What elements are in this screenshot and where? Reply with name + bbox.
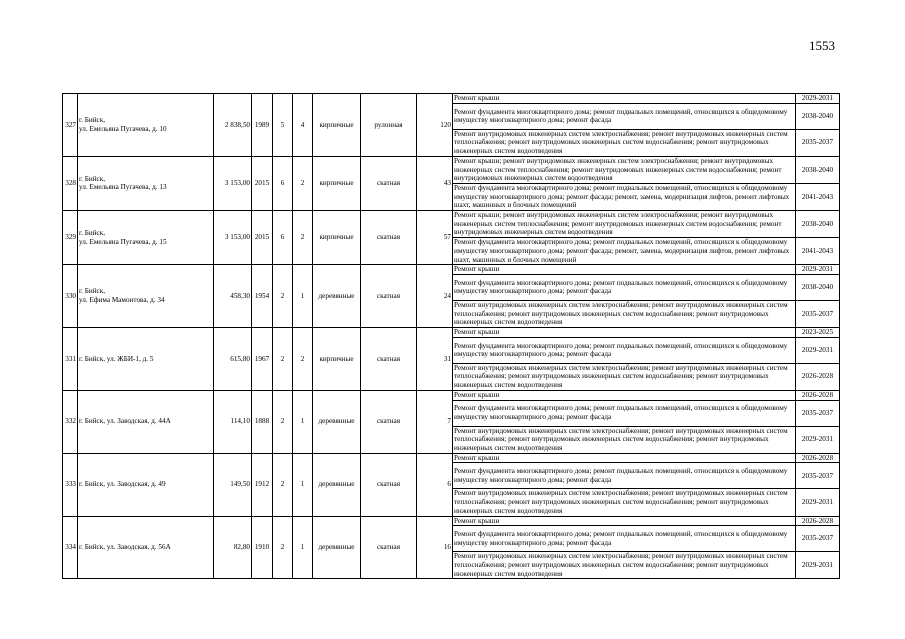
record-area: 149,50	[214, 453, 252, 516]
record-residents: 120	[417, 94, 453, 157]
work-period: 2029-2031	[796, 337, 840, 363]
record-wall-material: деревянные	[313, 265, 361, 328]
address-line: ул. Емельяна Пугачева, д. 13	[79, 183, 167, 192]
work-period: 2035-2037	[796, 526, 840, 552]
record-residents: 16	[417, 516, 453, 579]
record-address	[78, 94, 214, 157]
record-entrances: 2	[293, 211, 313, 265]
record-roof-type: скатная	[361, 211, 417, 265]
record-address	[78, 328, 214, 391]
table-row	[63, 390, 840, 400]
record-residents: 7	[417, 390, 453, 453]
record-year: 1954	[252, 265, 273, 328]
record-area: 2 838,50	[214, 94, 252, 157]
work-period: 2035-2037	[796, 129, 840, 156]
record-address	[78, 211, 214, 265]
work-period: 2026-2028	[796, 453, 840, 463]
address-line: ул. Емельяна Пугачева, д. 10	[79, 124, 167, 133]
record-residents: 57	[417, 211, 453, 265]
record-entrances: 1	[293, 516, 313, 579]
record-floors: 6	[273, 156, 293, 210]
page-number: 1553	[809, 38, 835, 53]
record-wall-material: кирпичные	[313, 211, 361, 265]
record-wall-material: кирпичные	[313, 328, 361, 391]
work-description: Ремонт фундамента многоквартирного дома; ремонт подвальных помещений, относящихся к общедомовому имуществу многоквартирного дома; ремонт фасада	[453, 400, 796, 426]
table-row	[63, 453, 840, 463]
record-entrances: 2	[293, 156, 313, 210]
record-address	[78, 390, 214, 453]
work-period: 2029-2031	[796, 94, 840, 104]
record-area: 114,10	[214, 390, 252, 453]
record-floors: 2	[273, 328, 293, 391]
address-line: г. Бийск, ул. Заводская, д. 44А	[79, 417, 171, 426]
work-description: Ремонт крыши	[453, 453, 796, 463]
record-address	[78, 453, 214, 516]
record-residents: 31	[417, 328, 453, 391]
record-wall-material: деревянные	[313, 516, 361, 579]
work-description: Ремонт крыши	[453, 265, 796, 275]
address-line: г. Бийск, ул. Заводская, д. 56А	[79, 543, 171, 552]
record-number: 329	[63, 211, 78, 265]
record-residents: 43	[417, 156, 453, 210]
record-address	[78, 265, 214, 328]
work-description: Ремонт фундамента многоквартирного дома; ремонт подвальных помещений, относящихся к общедомовому имуществу многоквартирного дома; ремонт фасада	[453, 526, 796, 552]
record-entrances: 2	[293, 328, 313, 391]
record-roof-type: скатная	[361, 265, 417, 328]
work-period: 2029-2031	[796, 426, 840, 453]
address-line: г. Бийск,	[79, 228, 106, 237]
record-floors: 2	[273, 265, 293, 328]
record-year: 1912	[252, 453, 273, 516]
address-line: г. Бийск,	[79, 287, 106, 296]
address-line: г. Бийск,	[79, 174, 106, 183]
work-description: Ремонт фундамента многоквартирного дома; ремонт подвальных помещений, относящихся к общедомовому имуществу многоквартирного дома; ремонт фасада	[453, 274, 796, 300]
record-area: 3 153,00	[214, 156, 252, 210]
work-description: Ремонт внутридомовых инженерных систем электроснабжения; ремонт внутридомовых инженерных систем теплоснабжения; ремонт внутридомовых инженерных систем водоснабжения; ремонт внутридомовых инженерных систем водоотведения	[453, 489, 796, 516]
work-description: Ремонт крыши	[453, 390, 796, 400]
record-number: 331	[63, 328, 78, 391]
register-body	[63, 94, 840, 579]
work-description: Ремонт крыши; ремонт внутридомовых инженерных систем электроснабжения; ремонт внутридомовых инженерных систем теплоснабжения; ремонт внутридомовых инженерных систем водоснабжения; ремонт внутридомовых инженерных систем водоотведения	[453, 156, 796, 183]
record-floors: 5	[273, 94, 293, 157]
work-period: 2035-2037	[796, 300, 840, 327]
work-period: 2041-2043	[796, 238, 840, 265]
table-row	[63, 328, 840, 338]
record-residents: 6	[417, 453, 453, 516]
work-description: Ремонт фундамента многоквартирного дома; ремонт подвальных помещений, относящихся к общедомовому имуществу многоквартирного дома; ремонт фасада; ремонт, замена, модернизация лифтов, ремонт лифтовых шахт, машинных и блочных помещений	[453, 238, 796, 265]
record-number: 334	[63, 516, 78, 579]
record-roof-type: скатная	[361, 156, 417, 210]
address-line: ул. Ефима Мамонтова, д. 34	[79, 296, 165, 305]
record-entrances: 1	[293, 265, 313, 328]
record-roof-type: скатная	[361, 516, 417, 579]
address-line: ул. Емельяна Пугачева, д. 15	[79, 237, 167, 246]
table-row	[63, 156, 840, 183]
record-floors: 2	[273, 453, 293, 516]
record-year: 1910	[252, 516, 273, 579]
record-number: 330	[63, 265, 78, 328]
work-description: Ремонт внутридомовых инженерных систем электроснабжения; ремонт внутридомовых инженерных систем теплоснабжения; ремонт внутридомовых инженерных систем водоснабжения; ремонт внутридомовых инженерных систем водоотведения	[453, 552, 796, 579]
record-number: 328	[63, 156, 78, 210]
work-period: 2026-2028	[796, 390, 840, 400]
record-entrances: 1	[293, 390, 313, 453]
record-entrances: 1	[293, 453, 313, 516]
record-area: 615,80	[214, 328, 252, 391]
work-description: Ремонт внутридомовых инженерных систем электроснабжения; ремонт внутридомовых инженерных систем теплоснабжения; ремонт внутридомовых инженерных систем водоснабжения; ремонт внутридомовых инженерных систем водоотведения	[453, 129, 796, 156]
work-description: Ремонт фундамента многоквартирного дома; ремонт подвальных помещений, относящихся к общедомовому имуществу многоквартирного дома; ремонт фасада	[453, 463, 796, 489]
record-floors: 2	[273, 390, 293, 453]
work-period: 2041-2043	[796, 183, 840, 210]
record-wall-material: кирпичные	[313, 94, 361, 157]
work-description: Ремонт внутридомовых инженерных систем электроснабжения; ремонт внутридомовых инженерных систем теплоснабжения; ремонт внутридомовых инженерных систем водоснабжения; ремонт внутридомовых инженерных систем водоотведения	[453, 300, 796, 327]
record-roof-type: рулонная	[361, 94, 417, 157]
record-number: 332	[63, 390, 78, 453]
record-area: 3 153,00	[214, 211, 252, 265]
record-year: 2015	[252, 211, 273, 265]
record-wall-material: деревянные	[313, 453, 361, 516]
table-row	[63, 94, 840, 104]
housing-register-table	[62, 93, 840, 579]
address-line: г. Бийск, ул. Заводская, д. 49	[79, 480, 166, 489]
record-year: 1989	[252, 94, 273, 157]
work-description: Ремонт внутридомовых инженерных систем электроснабжения; ремонт внутридомовых инженерных систем теплоснабжения; ремонт внутридомовых инженерных систем водоснабжения; ремонт внутридомовых инженерных систем водоотведения	[453, 363, 796, 390]
work-description: Ремонт крыши	[453, 328, 796, 338]
record-roof-type: скатная	[361, 390, 417, 453]
record-floors: 6	[273, 211, 293, 265]
record-address	[78, 516, 214, 579]
work-period: 2035-2037	[796, 463, 840, 489]
work-description: Ремонт крыши	[453, 516, 796, 526]
work-period: 2038-2040	[796, 211, 840, 238]
work-period: 2023-2025	[796, 328, 840, 338]
record-number: 333	[63, 453, 78, 516]
work-description: Ремонт внутридомовых инженерных систем электроснабжения; ремонт внутридомовых инженерных систем теплоснабжения; ремонт внутридомовых инженерных систем водоснабжения; ремонт внутридомовых инженерных систем водоотведения	[453, 426, 796, 453]
work-description: Ремонт крыши; ремонт внутридомовых инженерных систем электроснабжения; ремонт внутридомовых инженерных систем теплоснабжения; ремонт внутридомовых инженерных систем водоснабжения; ремонт внутридомовых инженерных систем водоотведения	[453, 211, 796, 238]
record-year: 1967	[252, 328, 273, 391]
table-row	[63, 516, 840, 526]
record-roof-type: скатная	[361, 453, 417, 516]
record-area: 82,80	[214, 516, 252, 579]
work-period: 2038-2040	[796, 103, 840, 129]
work-description: Ремонт крыши	[453, 94, 796, 104]
address-line: г. Бийск, ул. ЖБИ-1, д. 5	[79, 354, 154, 363]
record-number: 327	[63, 94, 78, 157]
work-period: 2026-2028	[796, 516, 840, 526]
record-floors: 2	[273, 516, 293, 579]
work-period: 2038-2040	[796, 156, 840, 183]
work-period: 2035-2037	[796, 400, 840, 426]
work-period: 2029-2031	[796, 552, 840, 579]
work-description: Ремонт фундамента многоквартирного дома; ремонт подвальных помещений, относящихся к общедомовому имуществу многоквартирного дома; ремонт фасада	[453, 103, 796, 129]
record-residents: 24	[417, 265, 453, 328]
record-year: 2015	[252, 156, 273, 210]
record-roof-type: скатная	[361, 328, 417, 391]
record-entrances: 4	[293, 94, 313, 157]
work-description: Ремонт фундамента многоквартирного дома; ремонт подвальных помещений, относящихся к общедомовому имуществу многоквартирного дома; ремонт фасада; ремонт, замена, модернизация лифтов, ремонт лифтовых шахт, машинных и блочных помещений	[453, 183, 796, 210]
work-period: 2026-2028	[796, 363, 840, 390]
work-description: Ремонт фундамента многоквартирного дома; ремонт подвальных помещений, относящихся к общедомовому имуществу многоквартирного дома; ремонт фасада	[453, 337, 796, 363]
table-row	[63, 211, 840, 238]
record-area: 458,30	[214, 265, 252, 328]
work-period: 2038-2040	[796, 274, 840, 300]
table-row	[63, 265, 840, 275]
record-address	[78, 156, 214, 210]
record-wall-material: деревянные	[313, 390, 361, 453]
work-period: 2029-2031	[796, 489, 840, 516]
work-period: 2029-2031	[796, 265, 840, 275]
address-line: г. Бийск,	[79, 116, 106, 125]
record-wall-material: кирпичные	[313, 156, 361, 210]
record-year: 1888	[252, 390, 273, 453]
